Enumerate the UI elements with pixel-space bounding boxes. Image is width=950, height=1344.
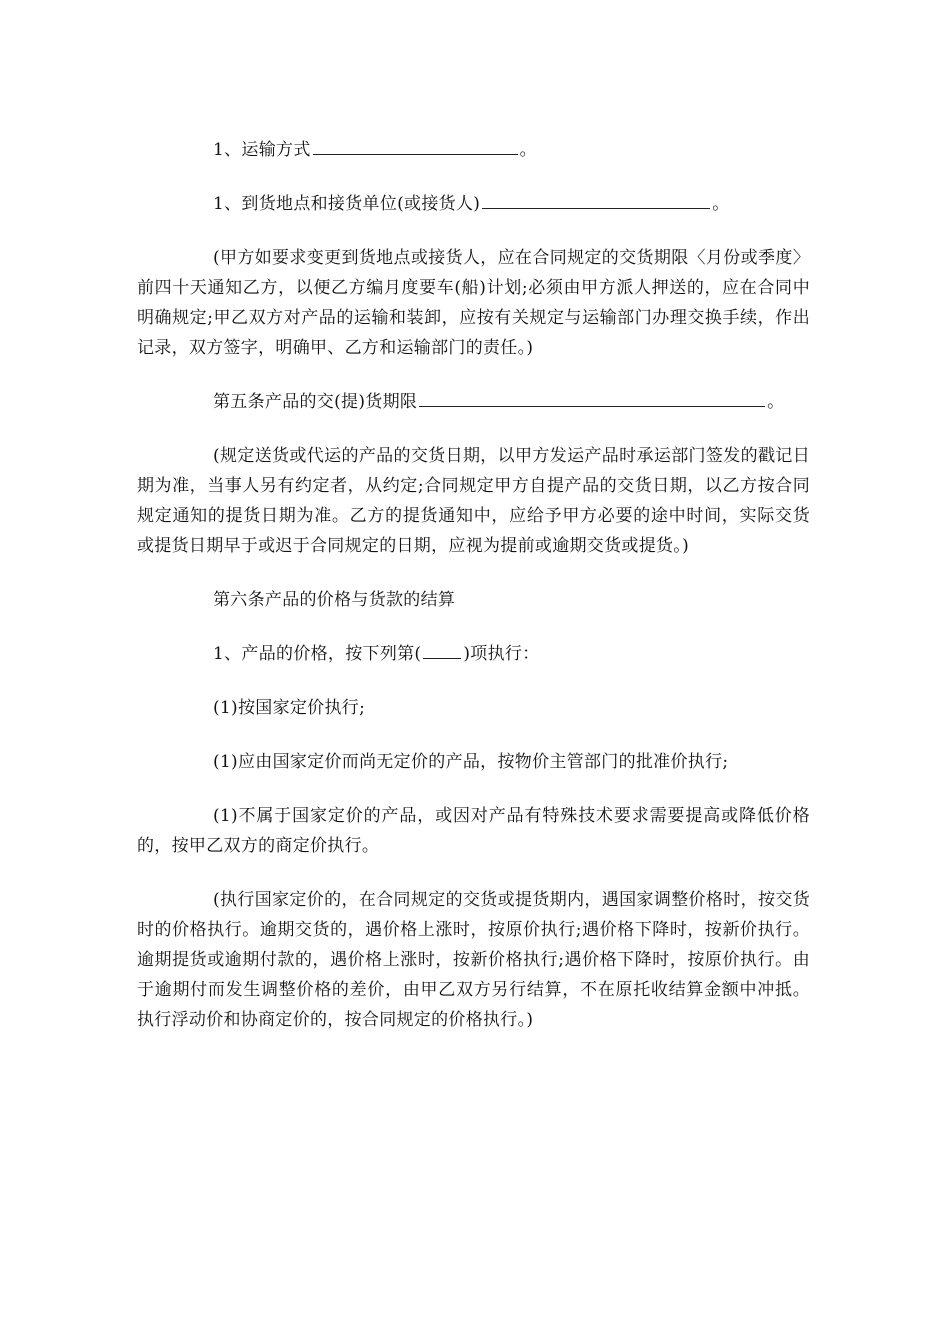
price-option-blank[interactable] [423, 640, 461, 659]
price-adjustment-note: (执行国家定价的，在合同规定的交货或提货期内，遇国家调整价格时，按交货时的价格执行。逾期交货的，遇价格上涨时，按原价执行;遇价格下降时，按新价执行。逾期提货或逾期付款的，遇价格上涨时，按新价格执行;遇价格下降时，按原价执行。由于逾期付而发生调整价格的差价，由甲乙双方另行结算，不在原托收结算金额中冲抵。执行浮动价和协商定价的，按合同规定的价格执行。) [137, 890, 810, 1030]
transport-method-blank[interactable] [313, 136, 518, 155]
price-option-end: )项执行： [463, 644, 540, 664]
price-option-negotiated: (1)不属于国家定价的产品，或因对产品有特殊技术要求需要提高或降低价格的，按甲乙双方的商定价执行。 [137, 806, 810, 856]
delivery-place-line [137, 189, 810, 219]
article-five-label: 第五条产品的交(提)货期限 [213, 392, 418, 412]
article-five-line [137, 387, 810, 417]
article-five-end: 。 [767, 392, 785, 412]
document-body [137, 135, 810, 1059]
delivery-period-blank[interactable] [419, 388, 765, 407]
price-option-state: (1)按国家定价执行; [213, 698, 366, 718]
transport-method-end: 。 [519, 140, 537, 160]
article-six-heading: 第六条产品的价格与货款的结算 [213, 590, 456, 610]
delivery-date-note: (规定送货或代运的产品的交货日期，以甲方发运产品时承运部门签发的戳记日期为准，当事人另有约定者，从约定;合同规定甲方自提产品的交货日期，以乙方按合同规定通知的提货日期为准。乙方的提货通知中，应给予甲方必要的途中时间，实际交货或提货日期早于或迟于合同规定的日期，应视为提前或逾期交货或提货。) [137, 446, 810, 556]
change-delivery-note: (甲方如要求变更到货地点或接货人，应在合同规定的交货期限〈月份或季度〉前四十天通知乙方，以便乙方编月度要车(船)计划;必须由甲方派人押送的，应在合同中明确规定;甲乙双方对产品的运输和装卸，应按有关规定与运输部门办理交换手续，作出记录，双方签字，明确甲、乙方和运输部门的责任。) [137, 248, 810, 358]
price-option-label: 1、产品的价格，按下列第( [213, 644, 422, 664]
price-option-line [137, 639, 810, 669]
delivery-place-end: 。 [712, 194, 730, 214]
delivery-place-blank[interactable] [482, 190, 710, 209]
transport-method-line [137, 135, 810, 165]
delivery-place-label: 1、到货地点和接货单位(或接货人) [213, 194, 481, 214]
transport-method-label: 1、运输方式 [213, 140, 311, 160]
price-option-approved: (1)应由国家定价而尚无定价的产品，按物价主管部门的批准价执行; [213, 752, 729, 772]
